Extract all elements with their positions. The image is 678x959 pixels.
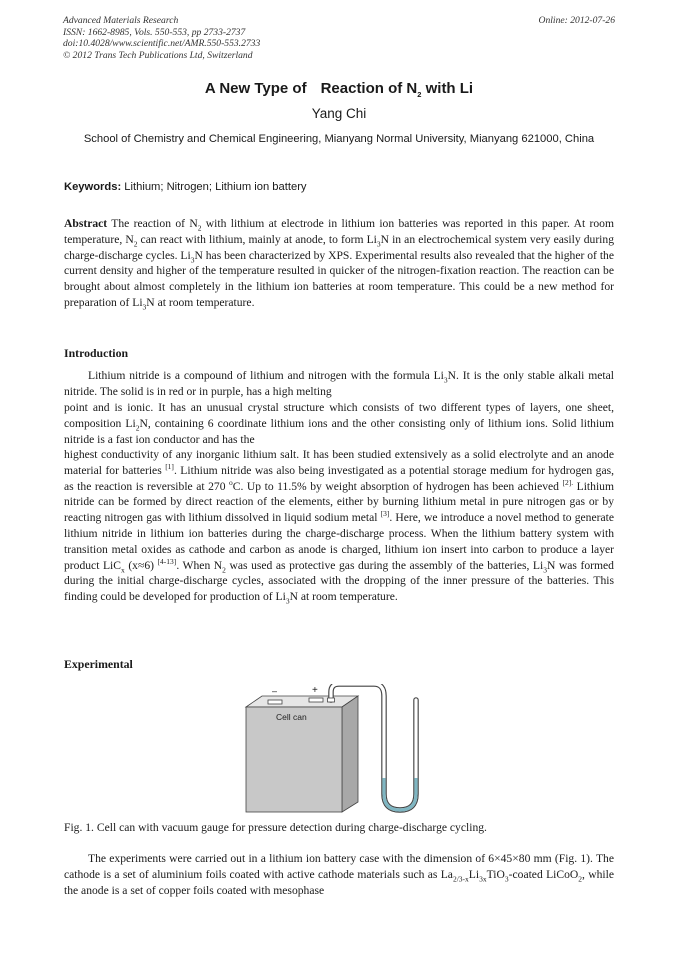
tube-inlet [328,698,335,702]
cell-can-front [246,707,342,812]
affiliation: School of Chemistry and Chemical Engineering, Mianyang Normal University, Mianyang 621000, China [83,133,595,145]
abstract-paragraph: Abstract The reaction of $N_2$ with lithium at electrode in lithium ion batteries was reported in this paper. At room temperature, $N_2$ can react with lithium, mainly at anode, to form $Li_3N$ in an electrochemical system very easily during charge-discharge cycles. $Li_3N$ has been characterized by XPS. Experimental results also revealed that the higher of the current density and higher of the temperature resulted in quicker of the nitrogen-fixation reaction. The reaction can be brought about almost completely in the lithium ion batteries at room temperature. This could be a new method for preparation of $Li_3N$ at room temperature. [64,217,615,312]
experimental-paragraph: The experiments were carried out in a lithium ion battery case with the dimension of 6×45×80 mm (Fig. 1). The cathode is a set of aluminium foils coated with active cathode materials such as $La_{2/3-x}Li_{3x}TiO_3$-coated LiCoO$_2$, while the anode is a set of copper foils coated with mesophase [64,852,615,897]
author-name: Yang Chi [311,106,367,121]
negative-sign: – [272,686,278,696]
journal-header [63,15,615,61]
doi-line: doi:10.4028/www.scientific.net/AMR.550-553.2733 [63,38,261,49]
title-part1: A New Type of [204,80,307,97]
keywords [64,181,307,193]
introduction-heading: Introduction [64,346,129,360]
cell-can-label: Cell can [276,712,307,722]
keywords-label: Keywords: [64,181,122,193]
negative-terminal [268,700,282,704]
online-date: Online: 2012-07-26 [538,15,615,26]
keywords-text: Lithium; Nitrogen; Lithium ion battery [121,181,307,193]
gauge-liquid [384,778,416,810]
journal-name: Advanced Materials Research [63,15,179,26]
experimental-heading: Experimental [64,657,133,671]
introduction-paragraph-3: highest conductivity of any inorganic lithium salt. It has been studied extensively as a solid electrolyte and an anode material for batteries [1]. Lithium nitride was also being investigated as a potential storage medium for hydrogen gas, as the reaction is reversible at 270 $^o$C. Up to 11.5% by weight absorption of hydrogen has been achieved $^{[2].}$ Lithium nitride can be formed by direct reaction of the elements, either by burning lithium metal in pure nitrogen gas or by reacting nitrogen gas with lithium dissolved in liquid sodium metal [3]. Here, we introduce a novel method to generate lithium nitride in lithium ion batteries during the charge-discharge process. When the lithium battery system with transition metal oxides as cathode and carbon as anode is charged, lithium ion insert into carbon to produce a layer product LiC$_x$ (x≈6) [4-13]. When $N_2$ was used as protective gas during the assembly of the batteries, $Li_3N$ was formed during the initial charge-discharge cycles, associated with the dropping of the inner pressure of the batteries. This finding could be developed for production of $Li_3N$ at room temperature. [64,448,615,606]
introduction-paragraph-2: point and is ionic. It has an unusual crystal structure which consists of two different types of layers, one sheet, composition $Li_2N$, containing 6 coordinate lithium ions and the other consisting only of lithium ions. Solid lithium nitride is a fast ion conductor and has the [64,401,614,446]
introduction-paragraph-1: Lithium nitride is a compound of lithium and nitrogen with the formula $Li_3N$. It is the only stable alkali metal nitride. The solid is in red or in purple, has a high melting [64,369,614,398]
abstract-label: Abstract [64,217,108,230]
paper-title [0,80,678,97]
positive-terminal [309,698,323,702]
positive-sign: + [312,685,318,696]
title-part2: Reaction of N [320,80,418,97]
title-subscript: 2 [417,90,422,99]
cell-can-side [342,696,358,812]
figure-caption: Fig. 1. Cell can with vacuum gauge for pressure detection during charge-discharge cycling. [64,821,487,834]
title-part3: with Li [421,80,474,97]
cell-can-figure [240,684,440,816]
copyright-line: © 2012 Trans Tech Publications Ltd, Switzerland [63,49,253,61]
issn-line: ISSN: 1662-8985, Vols. 550-553, pp 2733-2737 [63,26,246,38]
cell-can-top [246,696,358,707]
